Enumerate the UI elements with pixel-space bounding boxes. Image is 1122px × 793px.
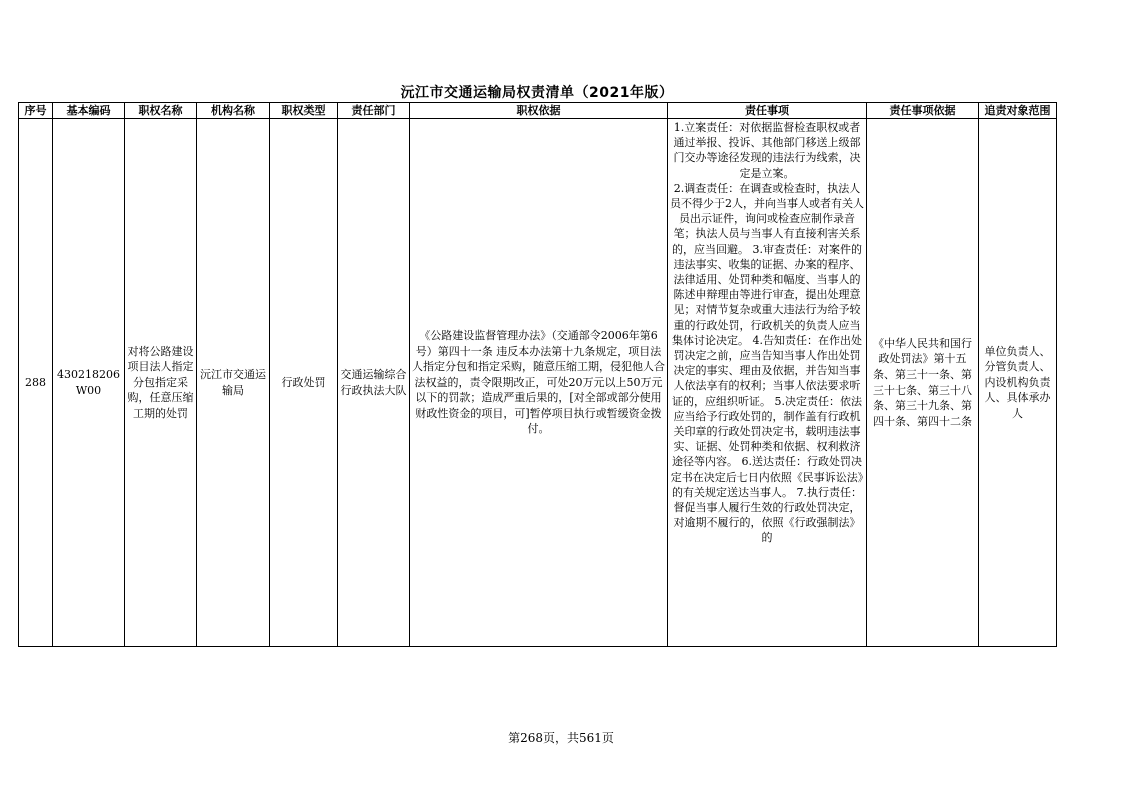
- cell-org-name: 沅江市交通运输局: [197, 119, 270, 647]
- duties-text: 1.立案责任：对依据监督检查职权或者通过举报、投诉、其他部门移送上级部门交办等途径发现的违法行为线索，决定是立案。 2.调查责任：在调查或检查时，执法人员不得少于2人，并向当事人或者有关人员出示证件，询问或检查应制作录音笔；执法人员与当事人有直接利害关系的，应当回避。 3.审查责任：对案件的违法事实、收集的证据、办案的程序、法律适用、处罚种类和幅度、当事人的陈述申辩理由等进行审查，提出处理意见；对情节复杂或重大违法行为给予较重的行政处罚，行政机关的负责人应当集体讨论决定。 4.告知责任：在作出处罚决定之前，应当告知当事人作出处罚决定的事实、理由及依据，并告知当事人依法享有的权利；当事人依法要求听证的，应组织听证。 5.决定责任：依法应当给予行政处罚的，制作盖有行政机关印章的行政处罚决定书，载明违法事实、证据、处罚种类和依据、权利救济途径等内容。 6.送达责任：行政处罚决定书在决定后七日内依照《民事诉讼法》的有关规定送达当事人。 7.执行责任：督促当事人履行生效的行政处罚决定，对逾期不履行的，依照《行政强制法》的: [670, 121, 864, 545]
- cell-code: 430218206W00: [53, 119, 125, 647]
- header-duty-basis: 责任事项依据: [867, 103, 979, 119]
- cell-duties: [668, 119, 867, 647]
- header-duties: 责任事项: [668, 103, 867, 119]
- header-code: 基本编码: [53, 103, 125, 119]
- table-row: [19, 119, 1057, 647]
- header-org-name: 机构名称: [197, 103, 270, 119]
- cell-basis: 《公路建设监督管理办法》（交通部令2006年第6号）第四十一条 违反本办法第十九条规定，项目法人指定分包和指定采购，随意压缩工期，侵犯他人合法权益的，责令限期改正，可处20万元以上50万元以下的罚款；造成严重后果的，[对全部或部分使用财政性资金的项目，可]暂停项目执行或暂缓资金拨付。: [410, 119, 668, 647]
- cell-power-type: 行政处罚: [270, 119, 338, 647]
- header-row: [19, 103, 1057, 119]
- page-number: 第268页，共561页: [508, 731, 614, 745]
- header-basis: 职权依据: [410, 103, 668, 119]
- cell-power-name: 对将公路建设项目法人指定分包指定采购，任意压缩工期的处罚: [125, 119, 197, 647]
- cell-dept: 交通运输综合行政执法大队: [338, 119, 410, 647]
- header-power-name: 职权名称: [125, 103, 197, 119]
- header-seq: 序号: [19, 103, 53, 119]
- document-title: 沅江市交通运输局权责清单（2021年版）: [400, 85, 674, 101]
- cell-duty-basis: 《中华人民共和国行政处罚法》第十五条、第三十一条、第三十七条、第三十八条、第三十九条、第四十条、第四十二条: [867, 119, 979, 647]
- cell-seq: 288: [19, 119, 53, 647]
- cell-accountability: 单位负责人、分管负责人、内设机构负责人、具体承办人: [979, 119, 1057, 647]
- power-list-table: [18, 102, 1057, 647]
- header-accountability: 追责对象范围: [979, 103, 1057, 119]
- header-dept: 责任部门: [338, 103, 410, 119]
- header-power-type: 职权类型: [270, 103, 338, 119]
